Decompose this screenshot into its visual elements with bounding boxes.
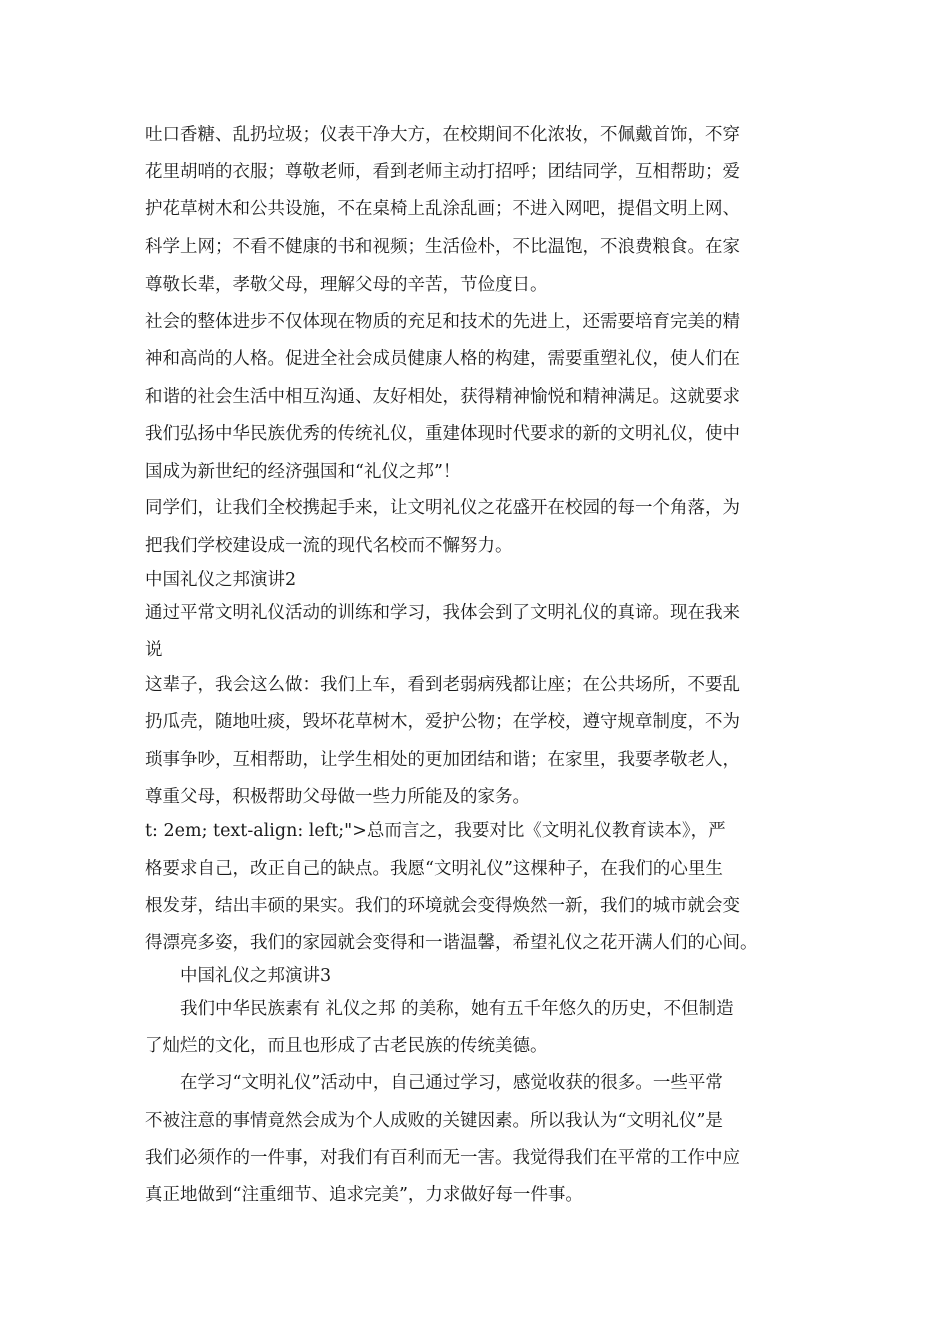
text-line: 说 <box>145 640 163 660</box>
text-line: 了灿烂的文化，而且也形成了古老民族的传统美德。 <box>145 1036 548 1056</box>
text-line: 真正地做到“注重细节、追求完美”，力求做好每一件事。 <box>145 1185 583 1205</box>
text-line: 护花草树木和公共设施，不在桌椅上乱涂乱画；不进入网吧，提倡文明上网、 <box>145 199 740 219</box>
text-line: 我们弘扬中华民族优秀的传统礼仪，重建体现时代要求的新的文明礼仪，使中 <box>145 424 740 444</box>
text-line: 通过平常文明礼仪活动的训练和学习，我体会到了文明礼仪的真谛。现在我来 <box>145 603 740 623</box>
text-line: 花里胡哨的衣服；尊敬老师，看到老师主动打招呼；团结同学，互相帮助；爱 <box>145 162 740 182</box>
text-line: 这辈子，我会这么做：我们上车，看到老弱病残都让座；在公共场所，不要乱 <box>145 675 740 695</box>
text-line: 和谐的社会生活中相互沟通、友好相处，获得精神愉悦和精神满足。这就要求 <box>145 387 740 407</box>
text-line: 扔瓜壳，随地吐痰，毁坏花草树木，爱护公物；在学校，遵守规章制度，不为 <box>145 712 740 732</box>
text-line: 神和高尚的人格。促进全社会成员健康人格的构建，需要重塑礼仪，使人们在 <box>145 349 740 369</box>
text-line: 尊重父母，积极帮助父母做一些力所能及的家务。 <box>145 787 530 807</box>
section-heading: 中国礼仪之邦演讲2 <box>145 570 297 590</box>
text-line: 得漂亮多姿，我们的家园就会变得和一谐温馨，希望礼仪之花开满人们的心间。 <box>145 933 758 953</box>
text-line: 在学习“文明礼仪”活动中，自己通过学习，感觉收获的很多。一些平常 <box>180 1073 723 1093</box>
text-line: 我们中华民族素有 礼仪之邦 的美称，她有五千年悠久的历史，不但制造 <box>180 999 734 1019</box>
section-heading: 中国礼仪之邦演讲3 <box>180 966 332 986</box>
text-line: 根发芽，结出丰硕的果实。我们的环境就会变得焕然一新，我们的城市就会变 <box>145 896 740 916</box>
text-line: 同学们，让我们全校携起手来，让文明礼仪之花盛开在校园的每一个角落，为 <box>145 498 740 518</box>
text-line: 科学上网；不看不健康的书和视频；生活俭朴，不比温饱，不浪费粮食。在家 <box>145 237 740 257</box>
text-line: 把我们学校建设成一流的现代名校而不懈努力。 <box>145 536 513 556</box>
text-line: 吐口香糖、乱扔垃圾；仪表干净大方，在校期间不化浓妆，不佩戴首饰，不穿 <box>145 125 740 145</box>
text-line: 尊敬长辈，孝敬父母，理解父母的辛苦，节俭度日。 <box>145 275 548 295</box>
text-line: 国成为新世纪的经济强国和“礼仪之邦”！ <box>145 462 461 482</box>
text-line: 社会的整体进步不仅体现在物质的充足和技术的先进上，还需要培育完美的精 <box>145 312 740 332</box>
text-line: 琐事争吵，互相帮助，让学生相处的更加团结和谐；在家里，我要孝敬老人， <box>145 750 740 770</box>
text-line: t: 2em; text-align: left;">总而言之，我要对比《文明礼仪教育读本》，严 <box>145 821 726 841</box>
text-line: 格要求自己，改正自己的缺点。我愿“文明礼仪”这棵种子，在我们的心里生 <box>145 859 723 879</box>
text-line: 我们必须作的一件事，对我们有百利而无一害。我觉得我们在平常的工作中应 <box>145 1148 740 1168</box>
text-line: 不被注意的事情竟然会成为个人成败的关键因素。所以我认为“文明礼仪”是 <box>145 1111 723 1131</box>
